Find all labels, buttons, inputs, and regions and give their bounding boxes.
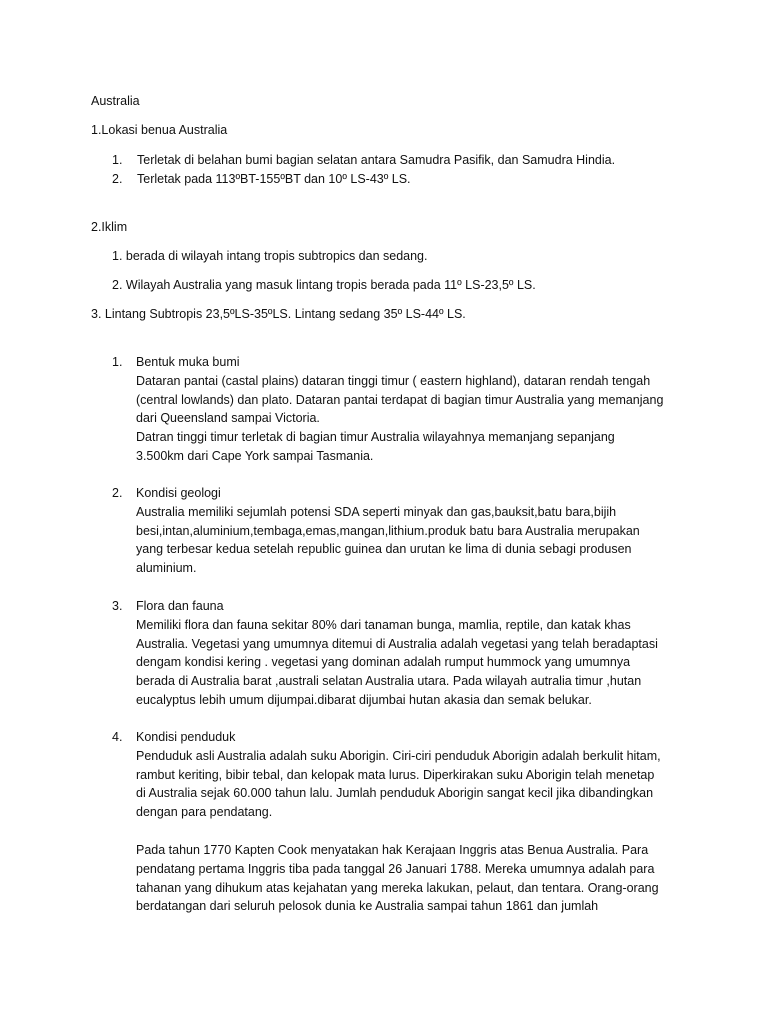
s1-item-2-text: Terletak pada 113ºBT-155ºBT dan 10º LS-43º LS. <box>137 172 411 186</box>
topic-4-block <box>136 728 696 822</box>
topic-3-line: Australia. Vegetasi yang umumnya ditemui di Australia adalah vegetasi yang telah beradaptasi <box>136 636 658 651</box>
topic-1-line: Dataran pantai (castal plains) dataran tinggi timur ( eastern highland), dataran rendah tengah <box>136 373 651 388</box>
topic-4-number: 4. <box>112 730 123 744</box>
topic-1-line: (central lowlands) dan plato. Dataran pantai terdapat di bagian timur Australia yang memanjang <box>136 392 664 407</box>
topic-3-line: Memiliki flora dan fauna sekitar 80% dari tanaman bunga, mamlia, reptile, dan katak khas <box>136 617 631 632</box>
section-1-heading: 1.Lokasi benua Australia <box>91 123 228 137</box>
topic-2-block <box>136 484 696 578</box>
topic-4-line: Penduduk asli Australia adalah suku Aborigin. Ciri-ciri penduduk Aborigin adalah berkulit hitam, <box>136 748 661 763</box>
topic-4-line: pendatang pertama Inggris tiba pada tanggal 26 Januari 1788. Mereka umumnya adalah para <box>136 861 655 876</box>
topic-4-block-continued <box>136 841 696 916</box>
section-2-heading: 2.Iklim <box>91 220 128 234</box>
topic-2-line: yang terbesar kedua setelah republic guinea dan urutan ke lima di dunia sebagi produsen <box>136 542 632 557</box>
topic-4-line: dengan para pendatang. <box>136 805 273 820</box>
topic-2-line: besi,intan,aluminium,tembaga,emas,mangan,lithium.produk batu bara Australia merupakan <box>136 523 640 538</box>
topic-2-title: Kondisi geologi <box>136 486 221 500</box>
s1-item-1-number: 1. <box>112 153 123 167</box>
topic-1-line: dari Queensland sampai Victoria. <box>136 411 320 426</box>
doc-title: Australia <box>91 94 140 108</box>
s2-item-1: 1. berada di wilayah intang tropis subtropics dan sedang. <box>112 249 428 263</box>
s1-item-2-number: 2. <box>112 172 123 186</box>
topic-4-title: Kondisi penduduk <box>136 730 236 744</box>
s2-item-2: 2. Wilayah Australia yang masuk lintang tropis berada pada 11º LS-23,5º LS. <box>112 278 536 292</box>
topic-2-number: 2. <box>112 486 123 500</box>
topic-3-line: dengam kondisi kering . vegetasi yang dominan adalah rumput hummock yang umumnya <box>136 655 631 670</box>
section-3-text: 3. Lintang Subtropis 23,5ºLS-35ºLS. Lintang sedang 35º LS-44º LS. <box>91 307 466 321</box>
topic-4-line: rambut keriting, bibir tebal, dan kelopak mata lurus. Diperkirakan suku Aborigin telah menetap <box>136 767 655 782</box>
topic-3-block <box>136 597 696 710</box>
topic-4-line: di Australia sejak 60.000 tahun lalu. Jumlah penduduk Aborigin sangat kecil jika dibandingkan <box>136 786 654 801</box>
topic-3-number: 3. <box>112 599 123 613</box>
topic-3-title: Flora dan fauna <box>136 599 224 613</box>
topic-1-line: 3.500km dari Cape York sampai Tasmania. <box>136 448 374 463</box>
topic-1-line: Datran tinggi timur terletak di bagian timur Australia wilayahnya memanjang sepanjang <box>136 430 615 445</box>
topic-4-line: tahanan yang dihukum atas kejahatan yang mereka lakukan, pelaut, dan tentara. Orang-orang <box>136 880 659 895</box>
s1-item-1-text: Terletak di belahan bumi bagian selatan antara Samudra Pasifik, dan Samudra Hindia. <box>137 153 616 167</box>
topic-3-line: berada di Australia barat ,australi selatan Australia utara. Pada wilayah autralia timur ,hutan <box>136 674 642 689</box>
topic-1-block <box>136 353 696 466</box>
topic-1-number: 1. <box>112 355 123 369</box>
topic-4-line: Pada tahun 1770 Kapten Cook menyatakan hak Kerajaan Inggris atas Benua Australia. Para <box>136 843 649 857</box>
topic-2-line: Australia memiliki sejumlah potensi SDA seperti minyak dan gas,bauksit,batu bara,bijih <box>136 504 617 519</box>
topic-4-line: berdatangan dari seluruh pelosok dunia ke Australia sampai tahun 1861 dan jumlah <box>136 899 599 914</box>
topic-1-title: Bentuk muka bumi <box>136 355 240 369</box>
topic-2-line: aluminium. <box>136 561 197 576</box>
topic-3-line: eucalyptus lebih umum dijumpai.dibarat dijumbai hutan akasia dan semak belukar. <box>136 692 592 707</box>
